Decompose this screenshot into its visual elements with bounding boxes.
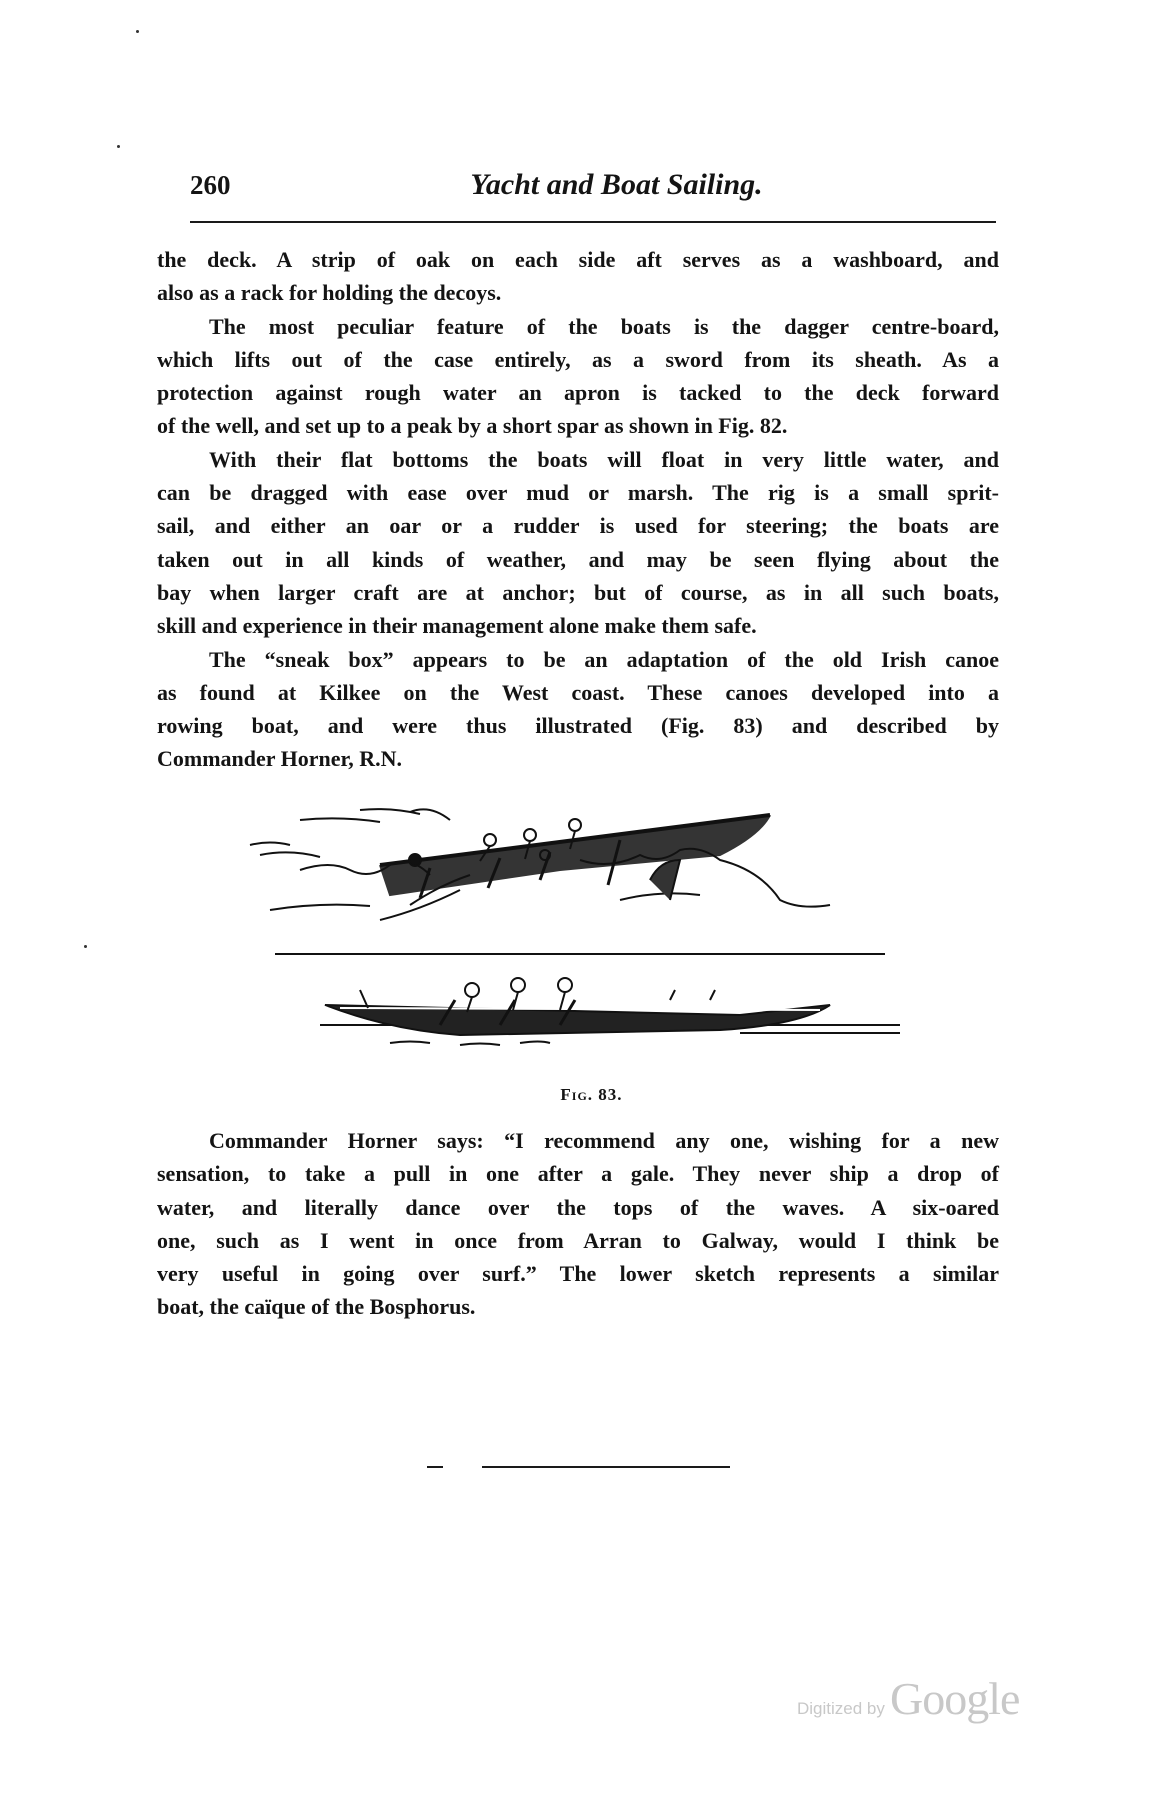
irish-canoe-sketch <box>250 809 830 920</box>
text-line: as found at Kilkee on the West coast. These canoes developed into a <box>157 679 999 705</box>
watermark-brand: Google <box>889 1673 1020 1724</box>
scan-speck <box>117 145 120 148</box>
text-line: boat, the caïque of the Bosphorus. <box>157 1294 476 1320</box>
text-line: With their flat bottoms the boats will float in very little water, and <box>209 446 999 472</box>
text-line: also as a rack for holding the decoys. <box>157 280 502 306</box>
text-line: taken out in all kinds of weather, and may be seen flying about the <box>157 546 999 572</box>
caique-sketch <box>320 978 900 1045</box>
text-line: of the well, and set up to a peak by a short spar as shown in Fig. 82. <box>157 413 788 439</box>
header-rule <box>190 221 996 223</box>
running-title: Yacht and Boat Sailing. <box>470 168 763 201</box>
text-line: sensation, to take a pull in one after a gale. They never ship a drop of <box>157 1161 999 1187</box>
text-line: which lifts out of the case entirely, as a sword from its sheath. As a <box>157 346 999 372</box>
text-line: sail, and either an oar or a rudder is used for steering; the boats are <box>157 513 999 539</box>
end-rule <box>482 1466 730 1468</box>
scan-speck <box>84 945 87 948</box>
text-line: bay when larger craft are at anchor; but of course, as in all such boats, <box>157 579 999 605</box>
text-line: The most peculiar feature of the boats is the dagger centre-board, <box>209 313 999 339</box>
text-line: rowing boat, and were thus illustrated (Fig. 83) and described by <box>157 713 999 739</box>
text-line: the deck. A strip of oak on each side aft serves as a washboard, and <box>157 247 999 272</box>
figure-83-illustration <box>240 800 920 1090</box>
figure-caption: Fig. 83. <box>560 1085 623 1104</box>
text-line: one, such as I went in once from Arran to Galway, would I think be <box>157 1227 999 1253</box>
end-rule-short <box>427 1466 443 1468</box>
text-line: skill and experience in their management alone make them safe. <box>157 613 757 639</box>
text-line: Commander Horner says: “I recommend any one, wishing for a new <box>209 1128 999 1153</box>
text-line: Commander Horner, R.N. <box>157 746 403 772</box>
text-line: water, and literally dance over the tops of the waves. A six-oared <box>157 1194 999 1220</box>
google-watermark <box>797 1672 1019 1725</box>
watermark-prefix: Digitized by <box>797 1699 885 1718</box>
text-line: very useful in going over surf.” The lower sketch represents a similar <box>157 1261 999 1287</box>
text-line: The “sneak box” appears to be an adaptation of the old Irish canoe <box>209 646 999 672</box>
body-text-bottom <box>157 1124 999 1324</box>
scan-speck <box>136 30 139 33</box>
page-number: 260 <box>190 170 231 200</box>
text-line: protection against rough water an apron is tacked to the deck forward <box>157 380 999 406</box>
body-text-top <box>157 243 999 776</box>
figure-divider <box>275 953 885 955</box>
text-line: can be dragged with ease over mud or marsh. The rig is a small sprit- <box>157 480 999 506</box>
